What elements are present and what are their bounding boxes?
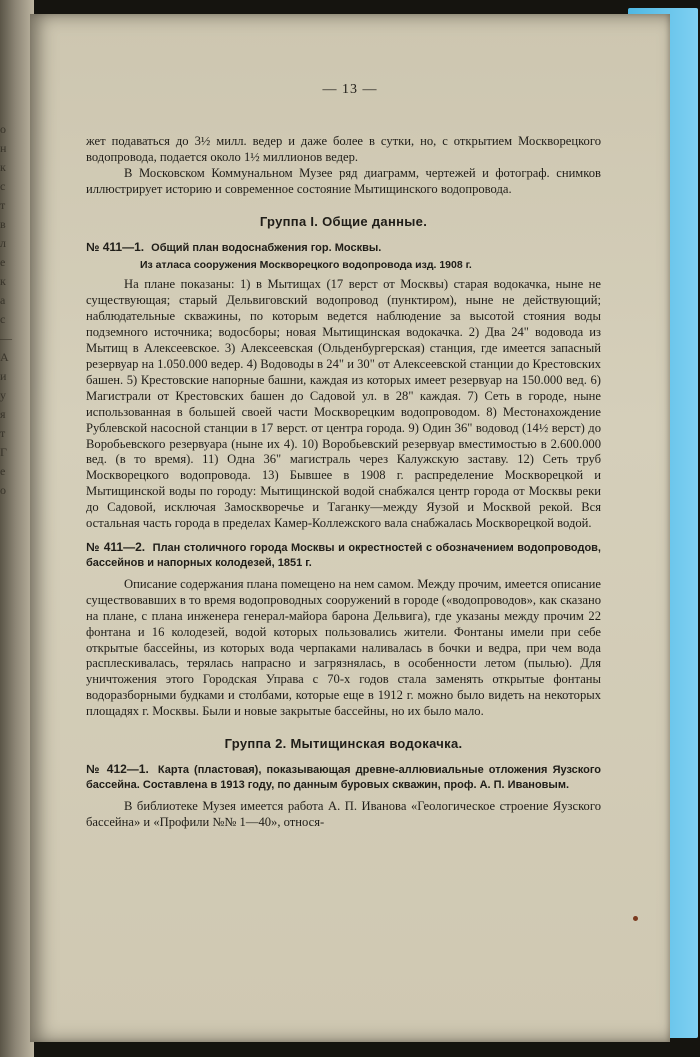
item-411-1-heading bbox=[86, 240, 601, 256]
facing-page-fragment: — bbox=[0, 331, 12, 345]
item-number: № 411—2. bbox=[86, 539, 146, 554]
facing-page-fragment: к bbox=[0, 160, 6, 174]
item-412-1-heading bbox=[86, 762, 601, 793]
item-title: Карта (пластовая), показывающая древне-аллювиальные отложения Яузского бассейна. Составлена в 1913 году, по данным буровых скважин, проф. А. П. Ивановым. bbox=[86, 764, 601, 791]
book-page bbox=[30, 14, 670, 1042]
facing-page-fragment: т bbox=[0, 198, 6, 212]
page-content bbox=[86, 78, 601, 831]
item-411-1-description: На плане показаны: 1) в Мытищах (17 верст от Москвы) старая водокачка, ныне не существующая; старый Дельвиговский водопровод (пунктиром), ныне не действующий; наблюдательные скважины, по которым ведется наблюдение за высотой стояния воды подземного источника; водосборы; новая Мытищинская водокачка. 2) Два 24" водовода из Мытищ в Алексеевское. 3) Алексеевская (Ольденбургерская) станция, где имеется запасный резервуар на 1.050.000 ведер. 4) Водоводы в 24" и 30" от Алексеевской станции до Крестовских башен. 5) Крестовские напорные башни, каждая из которых имеет резервуар на 150.000 вед. 6) Магистрали от Крестовских башен до Садовой ул. в 28" каждая. 7) Сеть в городе, ныне использованная в большей своей части Москворецким водопроводом. 8) Местонахождение Рублевской насосной станции в 17 верст. от центра города. 9) Один 36" водовод (14½ верст) до Воробьевского резервуара (ныне их 4). 10) Воробьевский резервуар вместимостью в 2.600.000 вед. (в то время). 11) Одна 36" магистраль через Калужскую заставу. 12) Сеть труб Москворецкого водопровода. 13) Бывшее в 1908 г. распределение Москворецкой и Мытищинской воды по городу: Мытищинской водой снабжался центр города от Москвы реки до Садовой, исключая Замоскворечье и Таганку—между Яузой и Москвой рекой. Вся остальная часть города в пределах Камер-Коллежского вала снабжалась Москворецкой водой. bbox=[86, 277, 601, 531]
item-title: Общий план водоснабжения гор. Москвы. bbox=[151, 241, 382, 254]
facing-page-fragment: о bbox=[0, 122, 6, 136]
facing-page-fragment: и bbox=[0, 369, 7, 383]
facing-page-fragment: с bbox=[0, 179, 6, 193]
facing-page-fragment: в bbox=[0, 217, 6, 231]
facing-page-fragment: л bbox=[0, 236, 6, 250]
facing-page-fragment: н bbox=[0, 141, 7, 155]
item-411-2-heading bbox=[86, 540, 601, 571]
item-411-2-description: Описание содержания плана помещено на нем самом. Между прочим, имеется описание существовавших в то время водопроводных сооружений в городе («водопроводов», как сказано на плане, с плана инженера генерал-майора барона Дельвига), где указаны между прочим 22 фонтана и 16 колодезей, водой которых пользовались жители. Фонтаны имели при себе открытые бассейны, из которых вода черпаками наливалась в бочки и ведра, при чем вода расплескивалась, терялась напрасно и загрязнялась, в особенности летом (пылью). Для уничтожения этого Городская Управа с 70-х годов стала заменять открытые фонтаны водоразборными будками и столбами, которые еще в 1912 г. можно было видеть на некоторых площадях г. Москвы. Были и новые закрытые бассейны, но их было мало. bbox=[86, 576, 601, 719]
item-411-1-source: Из атласа сооружения Москворецкого водопровода изд. 1908 г. bbox=[140, 258, 472, 271]
facing-page-edge bbox=[0, 0, 34, 1057]
facing-page-fragment: т bbox=[0, 426, 6, 440]
facing-page-fragment: о bbox=[0, 483, 6, 497]
group-2-heading: Группа 2. Мытищинская водокачка. bbox=[224, 736, 463, 752]
intro-paragraph-2: В Московском Коммунальном Музее ряд диаграмм, чертежей и фотограф. снимков иллюстрирует историю и современное состояние Мытищинского водопровода. bbox=[86, 165, 601, 196]
page-number: — 13 — bbox=[322, 82, 378, 97]
paper-stain bbox=[633, 916, 638, 921]
facing-page-text bbox=[0, 120, 30, 500]
item-number: № 412—1. bbox=[86, 762, 149, 776]
intro-paragraph-1: жет подаваться до 3½ милл. ведер и даже более в сутки, но, с открытием Москворецкого водопровода, подается около 1½ миллионов ведер. bbox=[86, 134, 601, 164]
facing-page-fragment: Г bbox=[0, 445, 7, 459]
item-412-1-description: В библиотеке Музея имеется работа А. П. Иванова «Геологическое строение Яузского бассейна» и «Профили №№ 1—40», относя- bbox=[86, 799, 601, 829]
group-1-heading: Группа I. Общие данные. bbox=[259, 213, 428, 229]
facing-page-fragment: е bbox=[0, 464, 6, 478]
facing-page-fragment: А bbox=[0, 350, 9, 364]
facing-page-fragment: с bbox=[0, 312, 6, 326]
facing-page-fragment: у bbox=[0, 388, 6, 402]
facing-page-fragment: а bbox=[0, 293, 6, 307]
item-number: № 411—1. bbox=[86, 239, 145, 254]
facing-page-fragment: к bbox=[0, 274, 6, 288]
item-title: План столичного города Москвы и окрестностей с обозначением водопроводов, бассейнов и напорных колодезей, 1851 г. bbox=[86, 541, 601, 569]
facing-page-fragment: е bbox=[0, 255, 6, 269]
facing-page-fragment: я bbox=[0, 407, 6, 421]
